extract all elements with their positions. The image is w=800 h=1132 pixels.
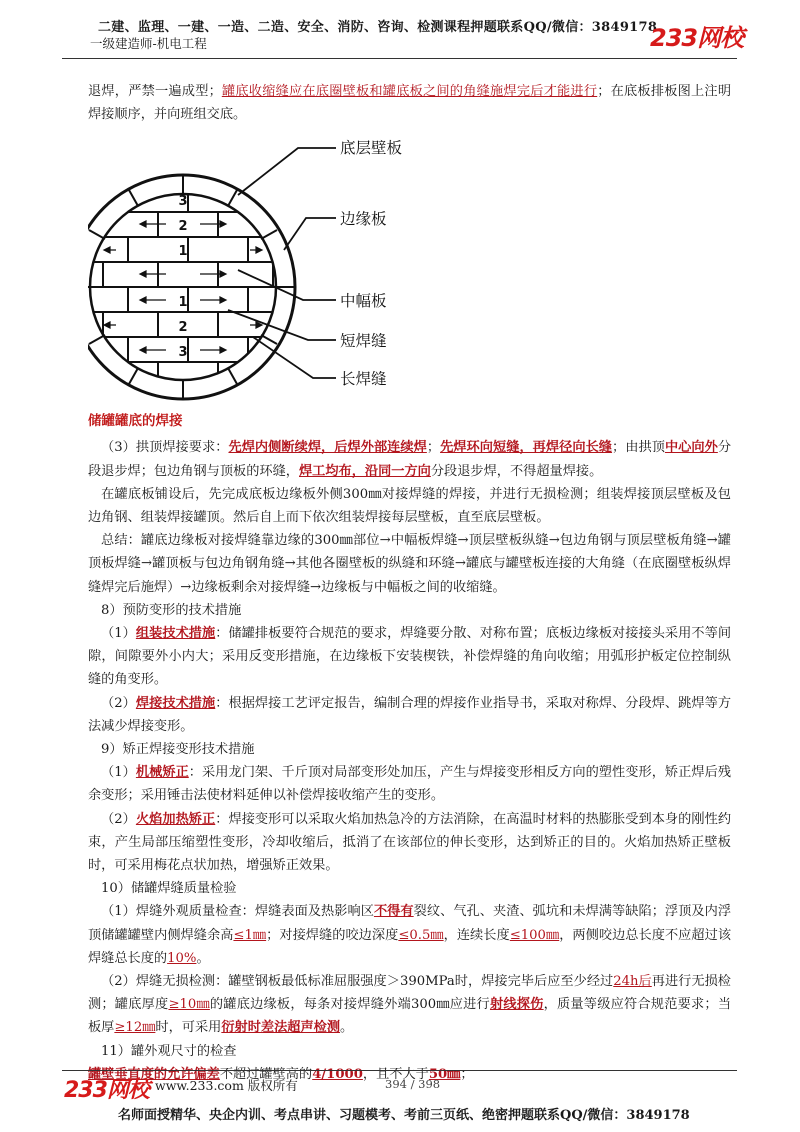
tank-floor-welding-figure bbox=[88, 130, 731, 432]
header-contact-line: 二建、监理、一建、一造、二造、安全、消防、咨询、检测课程押题联系QQ/微信：3849178 bbox=[98, 20, 658, 35]
key-point: 10% bbox=[167, 950, 197, 966]
footer-copyright: www.233.com 版权所有 bbox=[155, 1078, 298, 1093]
key-point: 火焰加热矫正 bbox=[135, 811, 216, 827]
weld-sequence-number: 2 bbox=[178, 219, 188, 235]
section-heading: 10）储罐焊缝质量检验 bbox=[101, 881, 237, 897]
key-point: 衍射时差法超声检测 bbox=[221, 1020, 341, 1036]
label-short-seam: 短焊缝 bbox=[340, 332, 387, 351]
footer-contact-line: 名师面授精华、央企内训、考点串讲、习题模考、考前三页纸、绝密押题联系QQ/微信：3849178 bbox=[118, 1108, 690, 1123]
label-bottom-shell-plate: 底层壁板 bbox=[340, 139, 403, 158]
tank-floor-diagram bbox=[88, 130, 731, 432]
figure-caption: 储罐罐底的焊接 bbox=[88, 413, 183, 430]
label-long-seam: 长焊缝 bbox=[340, 370, 387, 389]
key-point: 组装技术措施 bbox=[135, 626, 216, 642]
key-point: 罐底收缩缝应在底圈壁板和罐底板之间的角缝施焊完后才能进行 bbox=[221, 84, 598, 99]
header-divider bbox=[62, 58, 737, 59]
ndt-paragraph: （2）焊缝无损检测：罐壁钢板最低标准屈服强度＞390MPa时，焊接完毕后应至少经过24h后再进行无损检测；罐底厚度≥10㎜的罐底边缘板，每条对接焊缝外端300㎜应进行射线探伤，质量等级应符合规范要求；当板厚≥12㎜时，可采用衍射时差法超声检测。 bbox=[88, 974, 732, 1036]
assembly-measures-paragraph: （1）组装技术措施：储罐排板要符合规范的要求，焊缝要分散、对称布置；底板边缘板对接接头采用不等间隙，间隙要外小内大；采用反变形措施，在边缘板下安装楔铁，补偿焊缝的角向收缩；用弧形护板定位控制纵缝的角变形。 bbox=[88, 626, 732, 688]
key-point: ≤100㎜ bbox=[509, 927, 560, 943]
key-point: 罐壁垂直度的允许偏差 bbox=[88, 1066, 220, 1082]
page-number: 394 / 398 bbox=[385, 1077, 441, 1091]
footer-logo: 233网校 bbox=[64, 1078, 149, 1103]
key-point: 机械矫正 bbox=[135, 765, 189, 781]
key-point: ≥10㎜ bbox=[168, 997, 210, 1013]
weld-sequence-number: 3 bbox=[178, 194, 188, 210]
weld-sequence-number: 1 bbox=[178, 295, 188, 311]
verticality-paragraph: 罐壁垂直度的允许偏差不超过罐壁高的4/1000，且不大于50㎜； bbox=[88, 1066, 474, 1082]
key-point: 4/1000 bbox=[312, 1066, 363, 1082]
key-point: 50㎜ bbox=[428, 1066, 461, 1082]
key-point: ≤0.5㎜ bbox=[398, 927, 444, 943]
roof-welding-paragraph: （3）拱顶焊接要求：先焊内侧断续焊，后焊外部连续焊；先焊环向短缝，再焊径向长缝；由拱顶中心向外分段退步焊；包边角钢与顶板的环缝，焊工均布，沿同一方向分段退步焊，不得超量焊接。 bbox=[88, 440, 732, 479]
label-edge-plate: 边缘板 bbox=[340, 210, 387, 229]
weld-sequence-number: 1 bbox=[178, 244, 188, 260]
label-middle-plate: 中幅板 bbox=[340, 292, 387, 311]
summary-paragraph: 总结：罐底边缘板对接焊缝靠边缘的300㎜部位→中幅板焊缝→顶层壁板纵缝→包边角钢与顶层壁板角缝→罐顶板焊缝→罐顶板与包边角钢角缝→其他各圈壁板的纵缝和环缝→罐底与罐壁板连接的大角缝（在底圈壁板纵焊缝焊完后施焊）→边缘板剩余对接焊缝→边缘板与中幅板之间的收缩缝。 bbox=[88, 533, 731, 595]
key-point: 焊工均布，沿同一方向 bbox=[299, 463, 431, 479]
header-subject: 一级建造师-机电工程 bbox=[90, 36, 207, 51]
visual-inspection-paragraph: （1）焊缝外观质量检查：焊缝表面及热影响区不得有裂纹、气孔、夹渣、弧坑和未焊满等缺陷；浮顶及内浮顶储罐罐壁内侧焊缝余高≤1㎜；对接焊缝的咬边深度≤0.5㎜，连续长度≤100㎜，两侧咬边总长度不应超过该焊缝总长度的10%。 bbox=[88, 904, 732, 966]
floor-sequence-paragraph: 在罐底板铺设后，先完成底板边缘板外侧300㎜对接焊缝的焊接，并进行无损检测；组装焊接顶层壁板及包边角钢、组装焊接罐顶。然后自上而下依次组装焊接每层壁板，直至底层壁板。 bbox=[88, 486, 731, 526]
key-point: ≥12㎜ bbox=[114, 1020, 156, 1036]
key-point: 中心向外 bbox=[664, 440, 718, 456]
section-heading: 8）预防变形的技术措施 bbox=[101, 602, 242, 618]
key-point: 焊接技术措施 bbox=[135, 695, 216, 711]
key-point: ≤1㎜ bbox=[233, 927, 267, 943]
section-heading: 11）罐外观尺寸的检查 bbox=[101, 1043, 237, 1059]
mechanical-correction-paragraph: （1）机械矫正：采用龙门架、千斤顶对局部变形处加压，产生与焊接变形相反方向的塑性变形，矫正焊后残余变形；采用锤击法使材料延伸以补偿焊接收缩产生的变形。 bbox=[88, 765, 732, 804]
flame-correction-paragraph: （2）火焰加热矫正：焊接变形可以采取火焰加热急冷的方法消除，在高温时材料的热膨胀受到本身的刚性约束，产生局部压缩塑性变形，冷却收缩后，抵消了在该部位的伸长变形，达到矫正的目的。火焰加热矫正壁板时，可采用梅花点状加热，增强矫正效果。 bbox=[88, 811, 732, 874]
section-heading: 9）矫正焊接变形技术措施 bbox=[101, 742, 255, 758]
key-point: 不得有 bbox=[373, 904, 414, 920]
weld-sequence-number: 3 bbox=[178, 345, 188, 361]
footer-divider bbox=[62, 1070, 737, 1071]
welding-measures-paragraph: （2）焊接技术措施：根据焊接工艺评定报告，编制合理的焊接作业指导书，采取对称焊、分段焊、跳焊等方法减少焊接变形。 bbox=[88, 695, 732, 734]
intro-paragraph: 退焊，严禁一遍成型；罐底收缩缝应在底圈壁板和罐底板之间的角缝施焊完后才能进行；在底板排板图上注明焊接顺序，并向班组交底。 bbox=[88, 84, 732, 123]
key-point: 射线探伤 bbox=[489, 997, 544, 1013]
key-point: 24h后 bbox=[613, 974, 652, 990]
weld-sequence-number: 2 bbox=[178, 320, 188, 336]
key-point: 先焊内侧断续焊，后焊外部连续焊 bbox=[228, 440, 427, 456]
key-point: 先焊环向短缝，再焊径向长缝 bbox=[440, 440, 613, 456]
document-body bbox=[88, 80, 731, 1086]
brand-logo: 233网校 bbox=[650, 24, 744, 52]
